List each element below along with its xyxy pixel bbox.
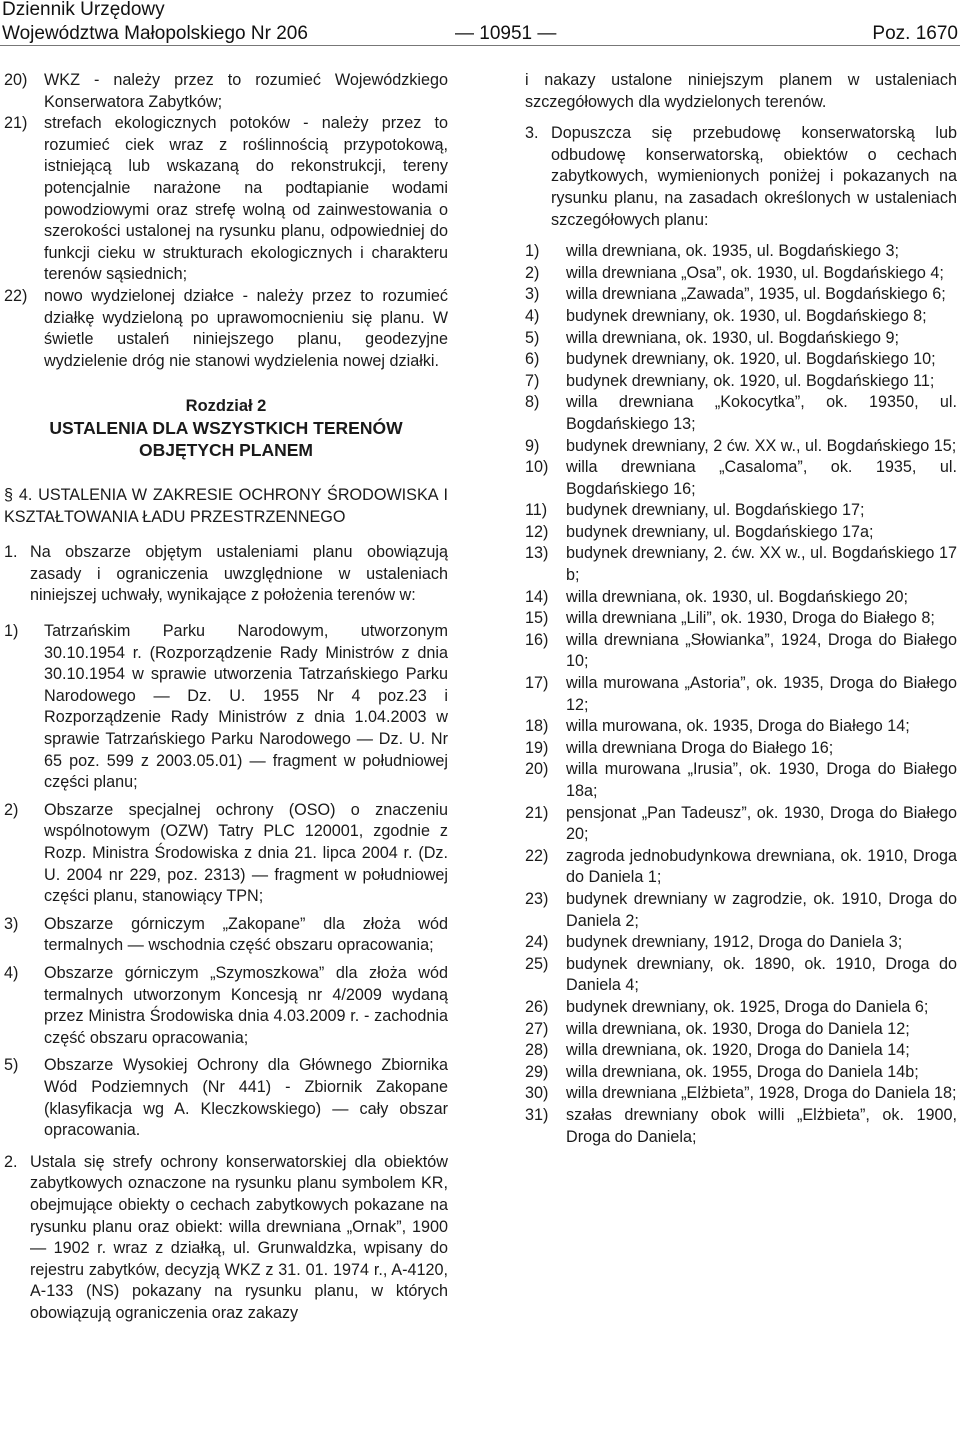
item-number: 8) [525,393,540,412]
paragraph-number: 2. [4,1152,18,1171]
list-item [4,963,448,1049]
header-divider [0,45,960,46]
continued-text: i nakazy ustalone niniejszym planem w ustaleniach szczegółowych dla wydzielonych terenów. [525,71,957,111]
item-text: budynek drewniany, 2. ćw. XX w., ul. Bogdańskiego 17 b; [566,544,957,585]
item-text: willa drewniana Droga do Białego 16; [566,738,834,757]
item-text: Obszarze Wysokiej Ochrony dla Głównego Zbiornika Wód Podziemnych (Nr 441) - Zbiornik Zakopane (klasyfikacja wg A. Kleczkowskiego) — cały obszar opracowania. [44,1056,448,1140]
item-number: 15) [525,609,549,628]
page-header [0,0,960,48]
item-text: strefach ekologicznych potoków - należy przez to rozumieć ciek wraz z roślinnością przypotokową, istniejącą lub wskazaną do rekonstrukcji, tereny potencjalnie narażone na podtapianie wodami powodziowymi oraz strefę wolną od zainwestowania o szerokości ustalonej na rysunku planu, odpowiedniej do funkcji cieku w strukturach ekologicznych i charakteru terenów sąsiednich; [44,114,448,284]
item-text: willa drewniana „Osa”, ok. 1930, ul. Bogdańskiego 4; [566,263,944,282]
heritage-object-item [525,803,957,846]
item-text: szałas drewniany obok willi „Elżbieta”, ok. 1900, Droga do Daniela; [566,1105,957,1146]
item-text: willa drewniana „Lili”, ok. 1930, Droga do Białego 8; [566,609,935,628]
item-number: 1) [4,622,19,641]
item-number: 10) [525,458,549,477]
chapter-title-line2: OBJĘTYCH PLANEM [138,439,314,460]
item-number: 31) [525,1105,549,1124]
heritage-object-item [525,1062,957,1084]
heritage-object-item [525,436,957,458]
item-number: 20) [525,760,549,779]
heritage-object-item [525,846,957,889]
item-text: willa drewniana „Elżbieta”, 1928, Droga do Daniela 18; [566,1084,957,1103]
item-text: pensjonat „Pan Tadeusz”, ok. 1930, Droga do Białego 20; [566,803,957,844]
heritage-object-item [525,543,957,586]
heritage-object-item [525,738,957,760]
journal-title: Dziennik Urzędowy [2,0,165,20]
left-column [4,70,448,1324]
item-text: zagroda jednobudynkowa drewniana, ok. 1910, Droga do Daniela 1; [566,846,957,887]
heritage-object-item [525,306,957,328]
item-text: willa drewniana „Casaloma”, ok. 1935, ul. Bogdańskiego 16; [566,458,957,498]
item-text: budynek drewniany, ul. Bogdańskiego 17; [566,501,865,520]
heritage-object-item [525,457,957,500]
item-text: willa murowana „Astoria”, ok. 1935, Droga do Białego 12; [566,674,957,714]
item-number: 3) [525,285,540,304]
heritage-object-item [525,284,957,306]
item-number: 23) [525,889,549,908]
item-text: willa murowana, ok. 1935, Droga do Białego 14; [566,717,910,736]
item-number: 1) [525,242,540,261]
heritage-object-item [525,759,957,802]
item-text: nowo wydzielonej działce - należy przez to rozumieć działkę wydzieloną po uprawomocnieniu się planu. W świetle ustaleń niniejszego planu, geodezyjne wydzielenie dróg nie stanowi wydzielenia nowej działki. [44,286,448,370]
item-text: willa drewniana „Słowianka”, 1924, Droga do Białego 10; [566,630,957,671]
item-number: 17) [525,674,549,693]
item-number: 22) [4,286,28,305]
item-text: willa drewniana, ok. 1930, ul. Bogdańskiego 9; [566,328,899,347]
item-text: Tatrzańskim Parku Narodowym, utworzonym 30.10.1954 r. (Rozporządzenie Rady Ministrów z dnia 30.10.1954 w sprawie utworzenia Tatrzańskiego Parku Narodowego — Dz. U. 1955 Nr 4 poz.23 i Rozporządzenie Rady Ministrów z dnia 1.04.2003 w sprawie Tatrzańskiego Parku Narodowego — Dz. U. Nr 65 poz. 599 z 2003.05.01) — fragment w południowej części planu; [44,622,448,792]
item-number: 16) [525,630,549,649]
chapter-number: Rozdział 2 [185,397,267,416]
item-number: 21) [4,114,28,133]
item-text: Obszarze specjalnej ochrony (OSO) o znaczeniu wspólnotowym (OZW) Tatry PLC 120001, zgodnie z Rozp. Ministra Środowiska z dnia 21. lipca 2004 r. (Dz. U. 2004 nr 229, poz. 2313) — fragment w południowej części planu, stanowiący TPN; [44,800,448,906]
heritage-object-item [525,1083,957,1105]
heritage-object-item [525,889,957,932]
heritage-object-item [525,1105,957,1148]
heritage-object-item [525,328,957,350]
item-number: 7) [525,371,540,390]
heritage-object-item [525,608,957,630]
item-number: 9) [525,436,540,455]
paragraph-number: 1. [4,543,18,562]
item-text: budynek drewniany, ok. 1920, ul. Bogdańskiego 11; [566,371,935,390]
item-text: budynek drewniany, ok. 1890, ok. 1910, Droga do Daniela 4; [566,954,957,995]
item-text: willa drewniana „Zawada”, 1935, ul. Bogdańskiego 6; [566,285,946,304]
item-number: 3) [4,914,19,933]
item-text: willa drewniana, ok. 1955, Droga do Daniela 14b; [566,1062,919,1081]
item-number: 4) [525,306,540,325]
right-column [525,70,957,1148]
item-number: 27) [525,1019,549,1038]
heritage-object-item [525,371,957,393]
item-number: 22) [525,846,549,865]
item-text: willa drewniana, ok. 1935, ul. Bogdańskiego 3; [566,242,899,261]
definition-item [4,286,448,372]
journal-issue: Województwa Małopolskiego Nr 206 [2,23,308,44]
heritage-object-item [525,263,957,285]
list-item [4,621,448,794]
list-item [4,1055,448,1141]
definition-item [4,113,448,286]
heritage-object-item [525,587,957,609]
heritage-object-item [525,673,957,716]
position-number: Poz. 1670 [872,23,958,44]
heritage-object-item [525,954,957,997]
item-number: 13) [525,544,549,563]
list-item [4,800,448,908]
item-text: willa drewniana, ok. 1920, Droga do Daniela 14; [566,1041,910,1060]
paragraph-text: Dopuszcza się przebudowę konserwatorską lub odbudowę konserwatorską, obiektów o cechach zabytkowych, wymienionych poniżej i pokazanych na rysunku planu, na zasadach określonych w ustaleniach szczegółowych planu: [551,124,957,229]
item-text: budynek drewniany, ok. 1930, ul. Bogdańskiego 8; [566,306,927,325]
item-number: 29) [525,1062,549,1081]
chapter-title-line1: USTALENIA DLA WSZYSTKICH TERENÓW [49,417,403,438]
paragraph [525,123,957,231]
paragraph [4,542,448,607]
heritage-objects-list [525,241,957,1148]
item-number: 25) [525,954,549,973]
heritage-object-item [525,500,957,522]
item-text: Obszarze górniczym „Zakopane” dla złoża wód termalnych — wschodnia część obszaru opracowania; [44,914,448,955]
item-number: 24) [525,933,549,952]
item-number: 20) [4,71,28,89]
paragraph-text: Na obszarze objętym ustaleniami planu obowiązują zasady i ograniczenia uwzględnione w ustaleniach niniejszej uchwały, wynikające z położenia terenów w: [30,543,448,605]
item-number: 21) [525,803,549,822]
list-item [4,914,448,957]
item-number: 14) [525,587,549,606]
item-number: 2) [525,263,540,282]
paragraph-number: 3. [525,124,539,143]
item-text: WKZ - należy przez to rozumieć Wojewódzkiego Konserwatora Zabytków; [44,71,448,111]
definition-item [4,70,448,113]
item-number: 5) [525,328,540,347]
item-text: willa drewniana, ok. 1930, ul. Bogdańskiego 20; [566,587,908,606]
heritage-object-item [525,1040,957,1062]
item-number: 18) [525,717,549,736]
paragraph [4,1152,448,1325]
item-text: willa drewniana „Kokocytka”, ok. 19350, ul. Bogdańskiego 13; [566,393,957,433]
item-text: willa murowana „Irusia”, ok. 1930, Droga do Białego 18a; [566,760,957,800]
item-number: 5) [4,1056,19,1075]
heritage-object-item [525,1019,957,1041]
item-text: budynek drewniany, ok. 1920, ul. Bogdańskiego 10; [566,350,936,369]
item-number: 30) [525,1084,549,1103]
item-text: budynek drewniany, 2 ćw. XX w., ul. Bogdańskiego 15; [566,436,957,455]
item-number: 11) [525,501,548,520]
heritage-object-item [525,997,957,1019]
section-heading: § 4. USTALENIA W ZAKRESIE OCHRONY ŚRODOWISKA I KSZTAŁTOWANIA ŁADU PRZESTRZENNEGO [4,486,448,526]
heritage-object-item [525,349,957,371]
item-text: budynek drewniany, ul. Bogdańskiego 17a; [566,522,874,541]
heritage-object-item [525,716,957,738]
item-text: willa drewniana, ok. 1930, Droga do Daniela 12; [566,1019,910,1038]
item-text: budynek drewniany, 1912, Droga do Daniela 3; [566,933,903,952]
item-text: budynek drewniany w zagrodzie, ok. 1910, Droga do Daniela 2; [566,889,957,930]
item-text: budynek drewniany, ok. 1925, Droga do Daniela 6; [566,997,929,1016]
heritage-object-item [525,392,957,435]
paragraph-text: Ustala się strefy ochrony konserwatorskiej dla obiektów zabytkowych oznaczone na rysunku planu symbolem KR, obejmujące obiekty o cechach zabytkowych pokazane na rysunku planu oraz obiekt: willa drewniana „Ornak”, 1900 — 1902 r. wraz z działką, ul. Grunwaldzka, wpisany do rejestru zabytków, decyzją WKZ z 31. 01. 1974 r., A-4120, A-133 (NS) pokazany na rysunku planu, w których obowiązują ograniczenia oraz zakazy [30,1152,448,1322]
item-number: 26) [525,997,549,1016]
item-text: Obszarze górniczym „Szymoszkowa” dla złoża wód termalnych utworzonym Koncesją nr 4/2009 wydaną przez Ministra Środowiska dnia 4.03.2009 r. - zachodnia część obszaru opracowania; [44,963,448,1047]
heritage-object-item [525,932,957,954]
page-number: — 10951 — [455,23,557,44]
item-number: 6) [525,350,540,369]
heritage-object-item [525,630,957,673]
item-number: 4) [4,963,19,982]
item-number: 12) [525,522,549,541]
item-number: 28) [525,1041,549,1060]
heritage-object-item [525,522,957,544]
item-number: 19) [525,738,549,757]
heritage-object-item [525,241,957,263]
item-number: 2) [4,800,19,819]
